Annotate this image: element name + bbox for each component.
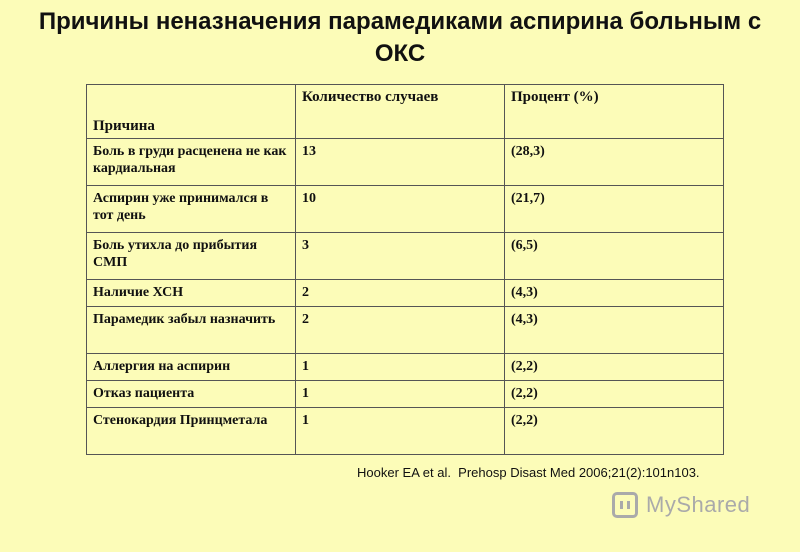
citation: Hooker EA et al. Prehosp Disast Med 2006;21(2):101n103.: [357, 465, 700, 480]
cell-count: 1: [296, 354, 505, 381]
title-line-2: ОКС: [374, 40, 426, 67]
myshared-logo-icon: [612, 492, 638, 518]
logo-text: MyShared: [646, 492, 751, 517]
table-row: [87, 233, 724, 280]
cell-reason: Аспирин уже принимался в тот день: [87, 186, 296, 233]
cell-reason: Отказ пациента: [87, 381, 296, 408]
header-count: Количество случаев: [296, 85, 505, 139]
cell-count: 13: [296, 139, 505, 186]
cell-count: 1: [296, 381, 505, 408]
table-header-row: [87, 85, 724, 139]
cell-percent: (4,3): [505, 280, 724, 307]
cell-percent: (21,7): [505, 186, 724, 233]
table-row: [87, 307, 724, 354]
cell-reason: Аллергия на аспирин: [87, 354, 296, 381]
table-row: [87, 186, 724, 233]
cell-count: 1: [296, 408, 505, 455]
cell-percent: (2,2): [505, 408, 724, 455]
slide-title: [0, 6, 800, 70]
cell-percent: (2,2): [505, 354, 724, 381]
table-row: [87, 354, 724, 381]
cell-count: 2: [296, 280, 505, 307]
myshared-logo[interactable]: [612, 492, 750, 518]
cell-count: 2: [296, 307, 505, 354]
cell-percent: (2,2): [505, 381, 724, 408]
cell-reason: Боль утихла до прибытия СМП: [87, 233, 296, 280]
table-row: [87, 139, 724, 186]
header-percent: Процент (%): [505, 85, 724, 139]
cell-reason: Парамедик забыл назначить: [87, 307, 296, 354]
header-reason: Причина: [87, 85, 296, 139]
cell-percent: (6,5): [505, 233, 724, 280]
table-row: [87, 381, 724, 408]
cell-count: 3: [296, 233, 505, 280]
cell-percent: (28,3): [505, 139, 724, 186]
cell-reason: Боль в груди расценена не как кардиальная: [87, 139, 296, 186]
table-row: [87, 280, 724, 307]
table-row: [87, 408, 724, 455]
cell-percent: (4,3): [505, 307, 724, 354]
cell-reason: Стенокардия Принцметала: [87, 408, 296, 455]
cell-count: 10: [296, 186, 505, 233]
cell-reason: Наличие ХСН: [87, 280, 296, 307]
reasons-table: [86, 84, 724, 455]
title-line-1: Причины неназначения парамедиками аспирина больным с: [38, 8, 762, 35]
